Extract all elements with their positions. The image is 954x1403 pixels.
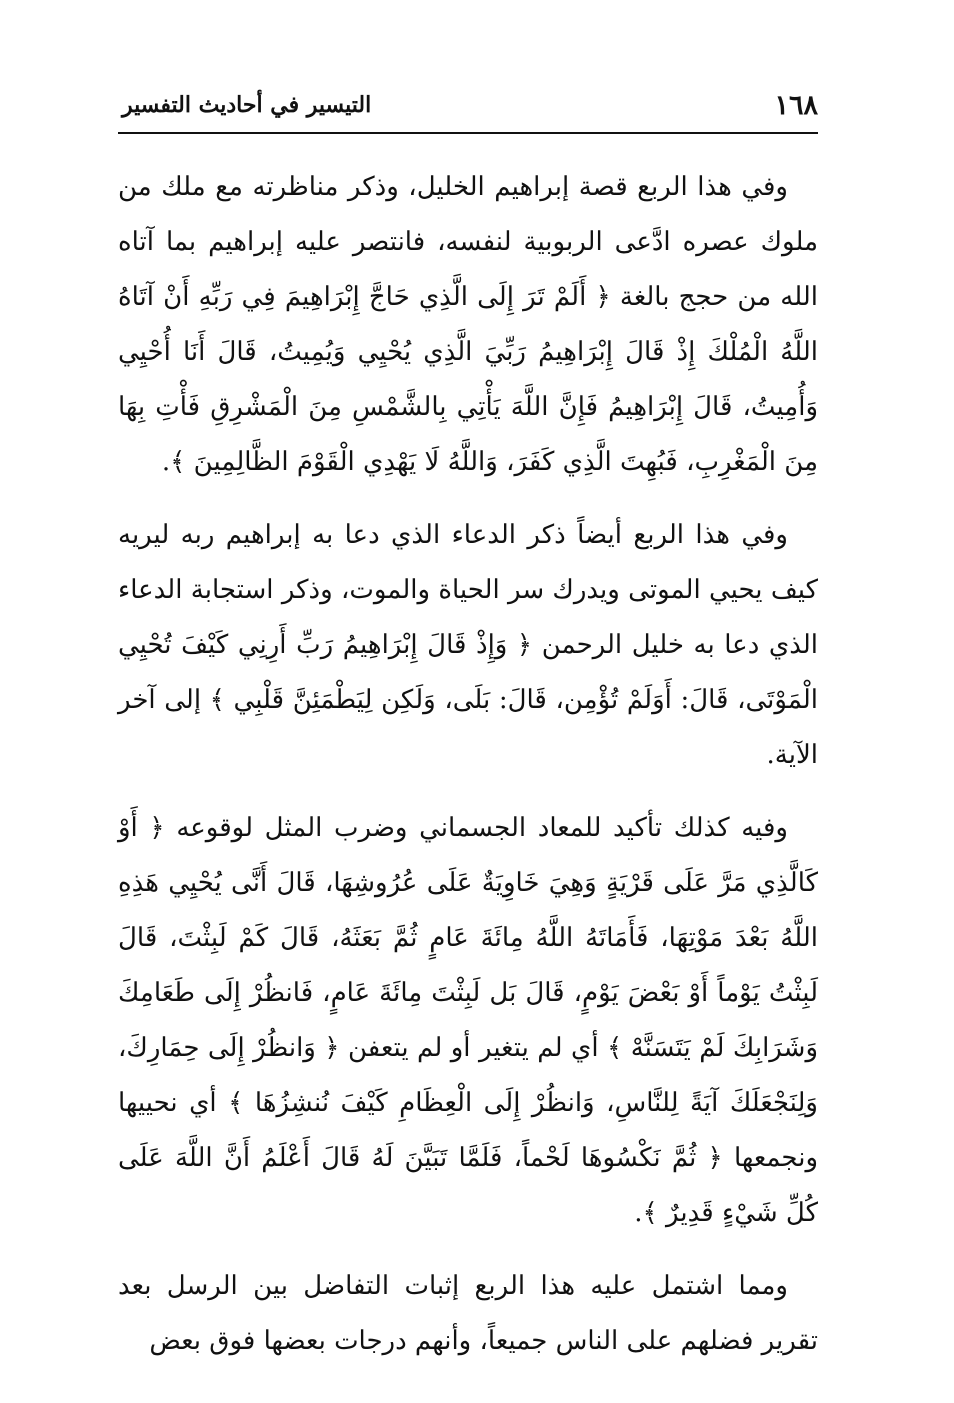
header-rule <box>118 132 818 134</box>
paragraph-ibrahim-debate: وفي هذا الربع قصة إبراهيم الخليل، وذكر مناظرته مع ملك من ملوك عصره ادَّعى الربوبية لنفسه، فانتصر عليه إبراهيم بما آتاه الله من حجج بالغة ﴿ أَلَمْ تَرَ إِلَى الَّذِي حَاجَّ إِبْرَاهِيمَ فِي رَبِّهِ أَنْ آتَاهُ اللَّهُ الْمُلْكَ إِذْ قَالَ إِبْرَاهِيمُ رَبِّيَ الَّذِي يُحْيِي وَيُمِيتُ، قَالَ أَنَا أُحْيِي وَأُمِيتُ، قَالَ إِبْرَاهِيمُ فَإِنَّ اللَّهَ يَأْتِي بِالشَّمْسِ مِنَ الْمَشْرِقِ فَأْتِ بِهَا مِنَ الْمَغْرِبِ، فَبُهِتَ الَّذِي كَفَرَ، وَاللَّهُ لَا يَهْدِي الْقَوْمَ الظَّالِمِينَ ﴾. <box>118 172 818 477</box>
paragraph-resurrection-example: وفيه كذلك تأكيد للمعاد الجسماني وضرب المثل لوقوعه ﴿ أَوْ كَالَّذِي مَرَّ عَلَى قَرْيَةٍ وَهِيَ خَاوِيَةٌ عَلَى عُرُوشِهَا، قَالَ أَنَّى يُحْيِي هَذِهِ اللَّهُ بَعْدَ مَوْتِهَا، فَأَمَاتَهُ اللَّهُ مِائَةَ عَامٍ ثُمَّ بَعَثَهُ، قَالَ كَمْ لَبِثْتَ، قَالَ لَبِثْتُ يَوْماً أَوْ بَعْضَ يَوْمٍ، قَالَ بَل لَبِثْتَ مِائَةَ عَامٍ، فَانظُرْ إِلَى طَعَامِكَ وَشَرَابِكَ لَمْ يَتَسَنَّهْ ﴾ أي لم يتغير أو لم يتعفن ﴿ وَانظُرْ إِلَى حِمَارِكَ، وَلِنَجْعَلَكَ آيَةً لِلنَّاسِ، وَانظُرْ إِلَى الْعِظَامِ كَيْفَ نُنشِزُهَا ﴾ أي نحييها ونجمعها ﴿ ثُمَّ نَكْسُوهَا لَحْماً، فَلَمَّا تَبَيَّنَ لَهُ قَالَ أَعْلَمُ أَنَّ اللَّهَ عَلَى كُلِّ شَيْءٍ قَدِيرٌ ﴾. <box>118 813 818 1228</box>
page-number: ١٦٨ <box>774 90 818 121</box>
running-title: التيسير في أحاديث التفسير <box>122 92 372 118</box>
body-text <box>118 160 818 1387</box>
paragraph-messengers-ranks: ومما اشتمل عليه هذا الربع إثبات التفاضل بين الرسل بعد تقرير فضلهم على الناس جميعاً، وأنهم درجات بعضها فوق بعض <box>118 1271 818 1356</box>
paragraph-ibrahim-prayer: وفي هذا الربع أيضاً ذكر الدعاء الذي دعا به إبراهيم ربه ليريه كيف يحيي الموتى ويدرك سر الحياة والموت، وذكر استجابة الدعاء الذي دعا به خليل الرحمن ﴿ وَإِذْ قَالَ إِبْرَاهِيمُ رَبِّ أَرِنِي كَيْفَ تُحْيِي الْمَوْتَى، قَالَ: أَوَلَمْ تُؤْمِن، قَالَ: بَلَى، وَلَكِن لِيَطْمَئِنَّ قَلْبِي ﴾ إلى آخر الآية. <box>118 520 818 770</box>
page-header <box>118 86 818 130</box>
